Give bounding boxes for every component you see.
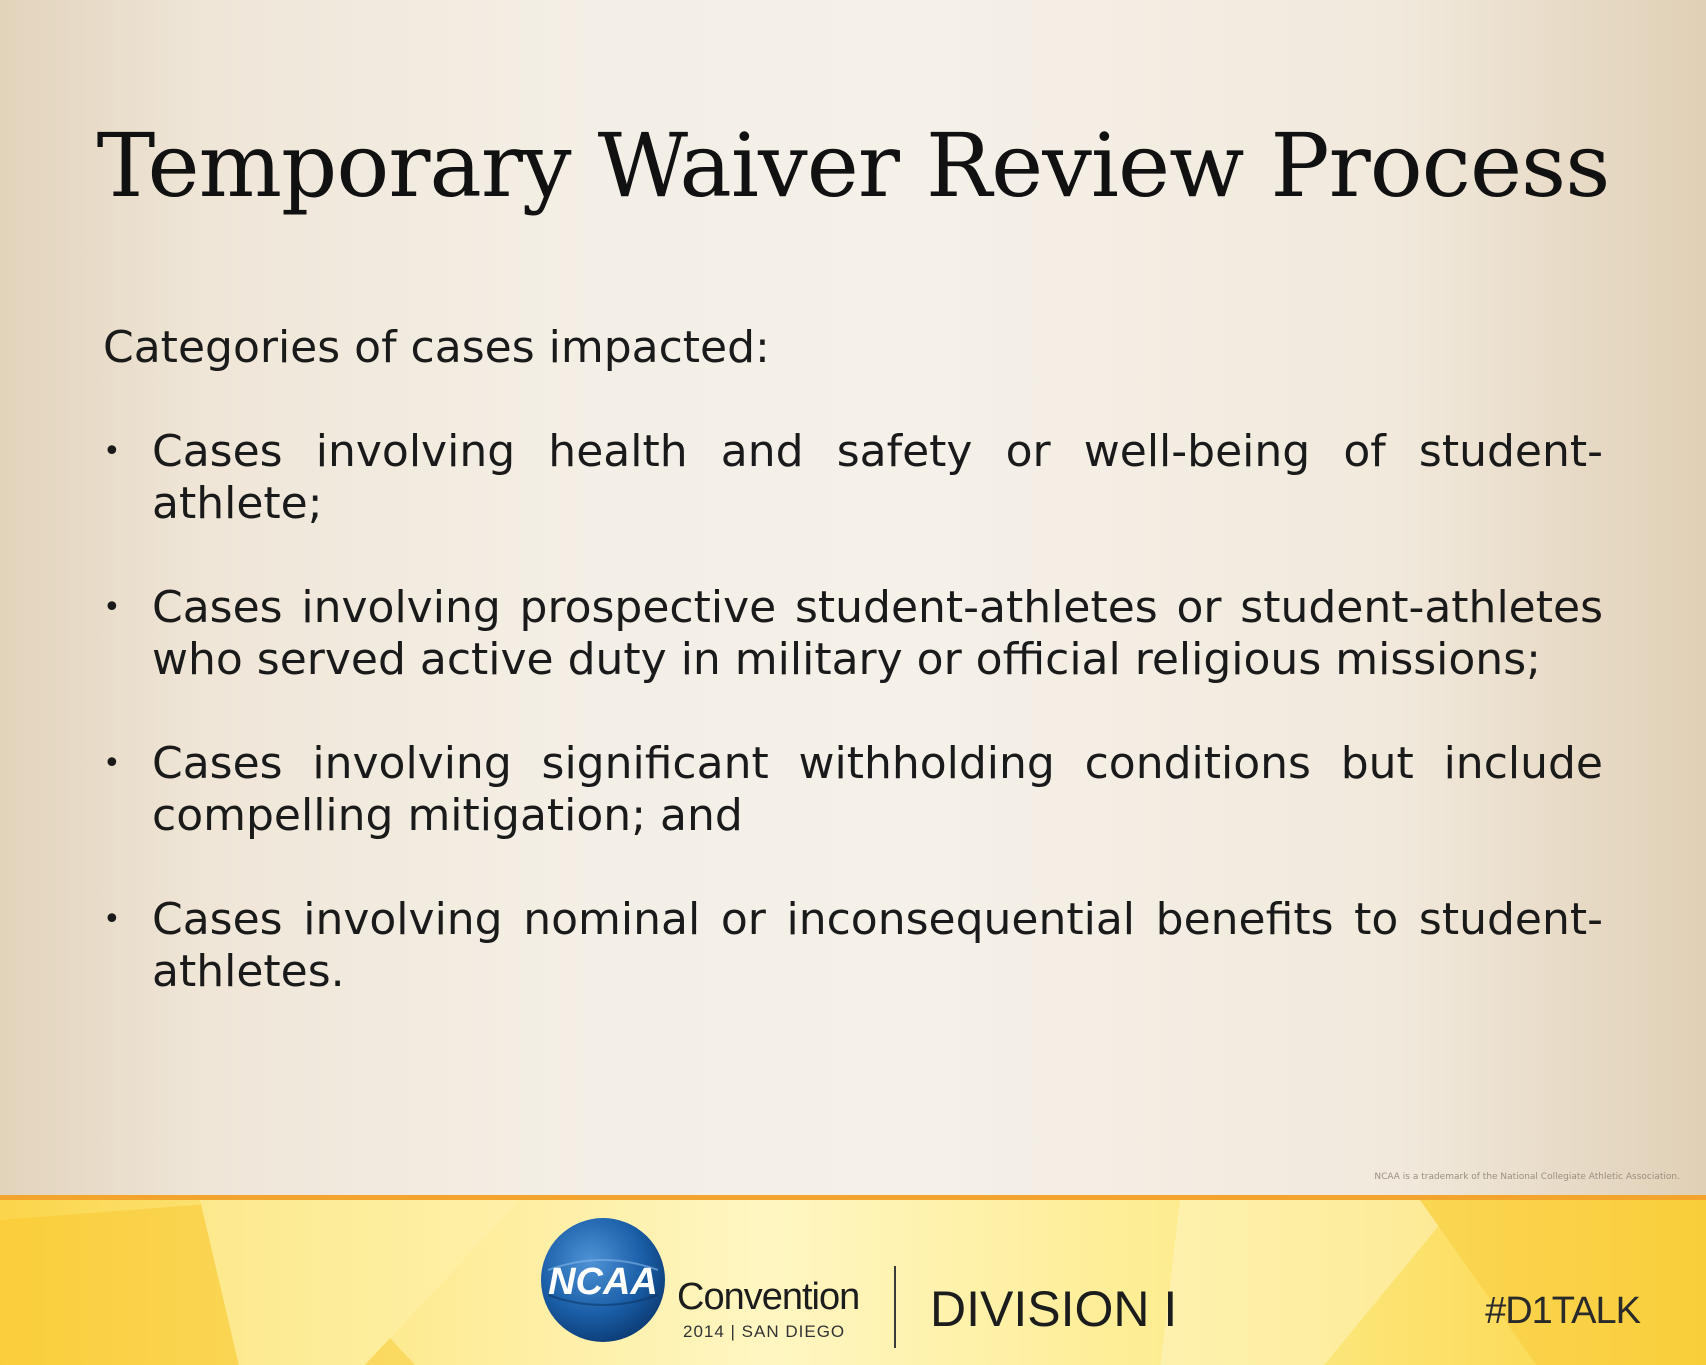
convention-subtitle: 2014 | SAN DIEGO	[683, 1322, 846, 1341]
hashtag-label: #D1TALK	[1485, 1290, 1640, 1332]
ncaa-logo-icon	[538, 1215, 668, 1345]
ncaa-logo	[538, 1215, 668, 1345]
convention-label: Convention	[677, 1276, 860, 1318]
bullet-item	[103, 582, 1603, 686]
footer-divider	[894, 1266, 896, 1348]
intro-text: Categories of cases impacted:	[103, 322, 770, 373]
division-label: DIVISION I	[930, 1281, 1178, 1337]
bullet-text: Cases involving health and safety or well-being of student-athlete;	[152, 426, 1603, 529]
slide-title: Temporary Waiver Review Process	[96, 114, 1610, 217]
bullet-dot-icon: •	[103, 590, 121, 625]
bullet-text: Cases involving prospective student-athletes or student-athletes who served active duty in military or official religious missions;	[152, 582, 1603, 685]
bullet-item	[103, 426, 1603, 530]
bullet-dot-icon: •	[103, 902, 121, 937]
bullet-item	[103, 894, 1603, 998]
logo-text: NCAA	[548, 1261, 658, 1303]
bullet-text: Cases involving nominal or inconsequential benefits to student-athletes.	[152, 894, 1603, 997]
trademark-note: NCAA is a trademark of the National Collegiate Athletic Association.	[1374, 1172, 1680, 1182]
bullet-item	[103, 738, 1603, 842]
bullet-dot-icon: •	[103, 434, 121, 469]
bullet-text: Cases involving significant withholding conditions but include compelling mitigation; and	[152, 738, 1603, 841]
bullet-dot-icon: •	[103, 746, 121, 781]
bullet-list	[103, 426, 1603, 1050]
